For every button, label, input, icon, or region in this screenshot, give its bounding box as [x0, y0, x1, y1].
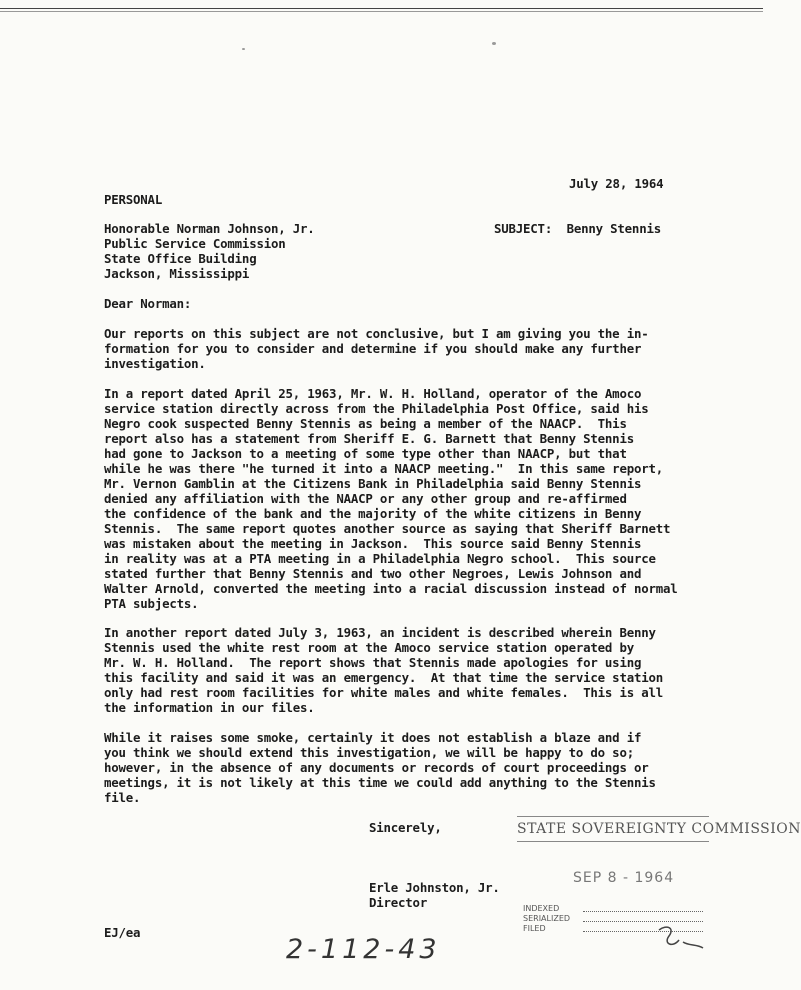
- recipient-name: Honorable Norman Johnson, Jr.: [104, 221, 315, 236]
- text-line: you think we should extend this investigation, we will be happy to do so;: [104, 745, 634, 760]
- text-line: meetings, it is not likely at this time we could add anything to the Stennis: [104, 775, 656, 790]
- typist-initials: EJ/ea: [104, 925, 141, 940]
- text-line: Our reports on this subject are not conclusive, but I am giving you the in-: [104, 326, 649, 341]
- stamp-date: SEP 8 - 1964: [573, 870, 675, 886]
- paragraph-3: [104, 625, 704, 715]
- text-line: was mistaken about the meeting in Jackson. This source said Benny Stennis: [104, 536, 642, 551]
- text-line: denied any affiliation with the NAACP or any other group and re-affirmed: [104, 491, 627, 506]
- stamp-filed: FILED: [523, 924, 546, 933]
- text-line: the confidence of the bank and the majority of the white citizens in Benny: [104, 506, 642, 521]
- text-line: Stennis used the white rest room at the Amoco service station operated by: [104, 640, 634, 655]
- page-edge-line: [0, 8, 763, 9]
- salutation: Dear Norman:: [104, 296, 192, 311]
- paragraph-4: [104, 730, 704, 805]
- recipient-line-2: Public Service Commission: [104, 236, 286, 251]
- letter-date: July 28, 1964: [569, 176, 664, 191]
- received-stamp: [513, 812, 801, 962]
- text-line: stated further that Benny Stennis and two other Negroes, Lewis Johnson and: [104, 566, 642, 581]
- text-line: this facility and said it was an emergency. At that time the service station: [104, 670, 664, 685]
- text-line: investigation.: [104, 356, 206, 371]
- handwritten-file-number: 2-112-43: [286, 934, 441, 965]
- handwritten-mark-icon: [653, 922, 713, 958]
- text-line: Stennis. The same report quotes another source as saying that Sheriff Barnett: [104, 521, 671, 536]
- speck: [242, 48, 245, 50]
- signer-title: Director: [369, 895, 428, 910]
- stamp-indexed: INDEXED: [523, 904, 560, 913]
- speck: [492, 42, 496, 45]
- text-line: file.: [104, 790, 141, 805]
- text-line: service station directly across from the Philadelphia Post Office, said his: [104, 401, 649, 416]
- recipient-line-4: Jackson, Mississippi: [104, 266, 250, 281]
- text-line: Mr. Vernon Gamblin at the Citizens Bank in Philadelphia said Benny Stennis: [104, 476, 642, 491]
- text-line: however, in the absence of any documents or records of court proceedings or: [104, 760, 649, 775]
- text-line: In a report dated April 25, 1963, Mr. W. H. Holland, operator of the Amoco: [104, 386, 642, 401]
- closing: Sincerely,: [369, 820, 442, 835]
- text-line: had gone to Jackson to a meeting of some type other than NAACP, but that: [104, 446, 627, 461]
- page-edge-line-secondary: [0, 11, 763, 12]
- text-line: In another report dated July 3, 1963, an incident is described wherein Benny: [104, 625, 656, 640]
- text-line: the information in our files.: [104, 700, 315, 715]
- text-line: in reality was at a PTA meeting in a Philadelphia Negro school. This source: [104, 551, 656, 566]
- text-line: report also has a statement from Sheriff E. G. Barnett that Benny Stennis: [104, 431, 634, 446]
- stamp-title: STATE SOVEREIGNTY COMMISSION: [517, 816, 709, 842]
- text-line: only had rest room facilities for white males and white females. This is all: [104, 685, 664, 700]
- text-line: Negro cook suspected Benny Stennis as being a member of the NAACP. This: [104, 416, 627, 431]
- text-line: While it raises some smoke, certainly it does not establish a blaze and if: [104, 730, 642, 745]
- stamp-serialized: SERIALIZED: [523, 914, 571, 923]
- text-line: while he was there "he turned it into a NAACP meeting." In this same report,: [104, 461, 664, 476]
- text-line: PTA subjects.: [104, 596, 199, 611]
- text-line: Walter Arnold, converted the meeting into a racial discussion instead of normal: [104, 581, 678, 596]
- text-line: formation for you to consider and determine if you should make any further: [104, 341, 642, 356]
- classification-label: PERSONAL: [104, 192, 163, 207]
- text-line: Mr. W. H. Holland. The report shows that Stennis made apologies for using: [104, 655, 642, 670]
- paragraph-2: [104, 386, 704, 611]
- signer-name: Erle Johnston, Jr.: [369, 880, 500, 895]
- paragraph-1: [104, 326, 704, 371]
- subject-line: SUBJECT: Benny Stennis: [494, 221, 661, 236]
- recipient-line-3: State Office Building: [104, 251, 257, 266]
